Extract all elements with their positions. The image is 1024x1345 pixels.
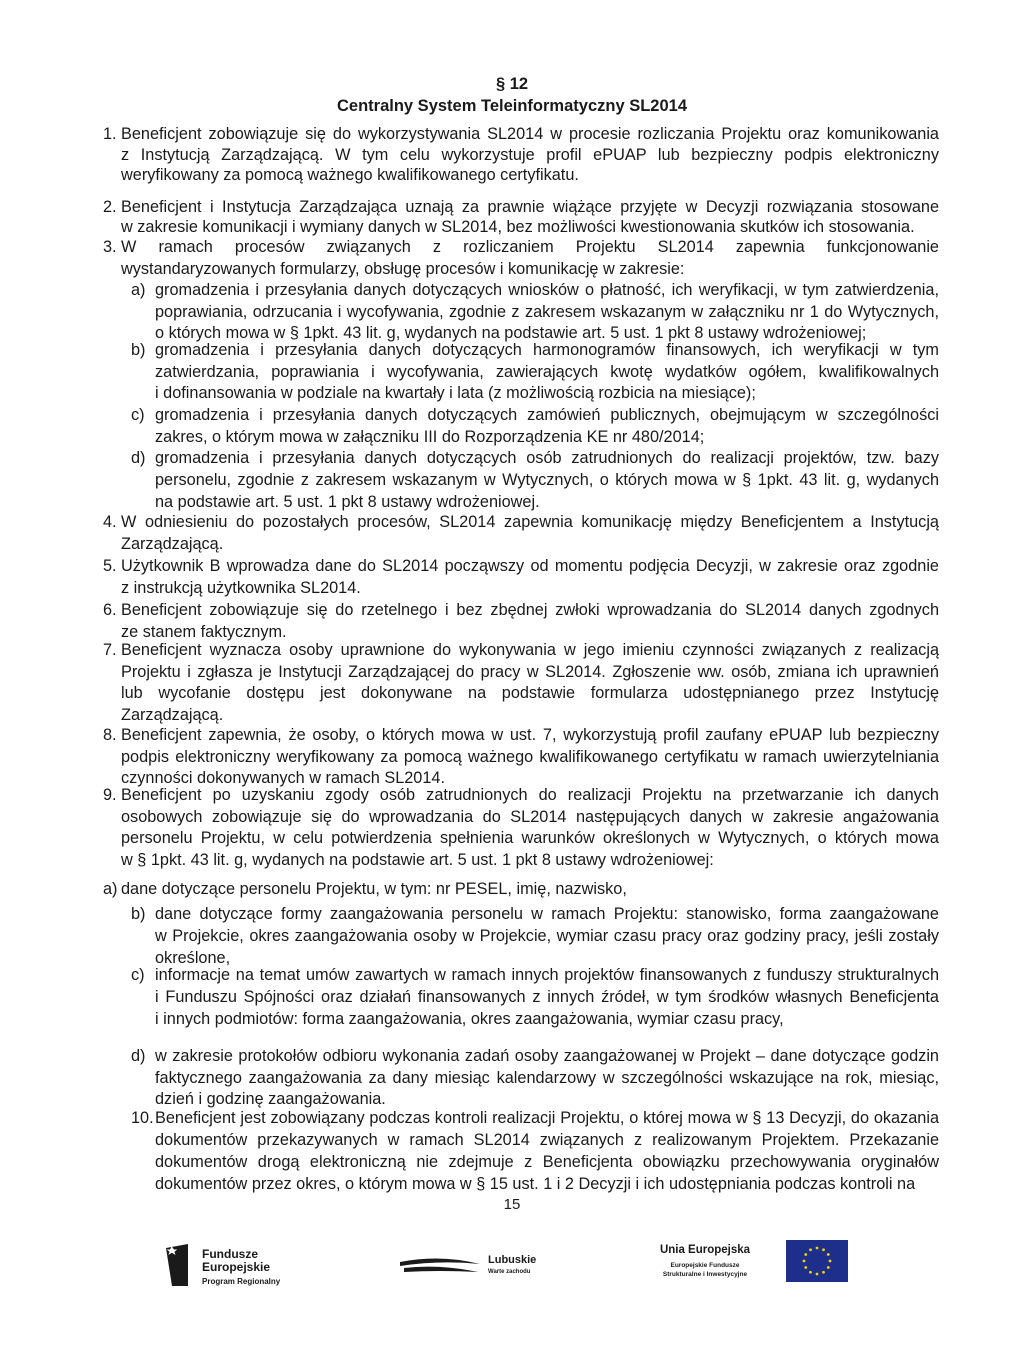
paragraph-line: Beneficjent zobowiązuje się do wykorzystywania SL2014 w procesie rozliczania Projektu oraz komunikowania [121, 125, 939, 143]
paragraph-line: na podstawie art. 5 ust. 1 pkt 8 ustawy wdrożeniowej. [155, 493, 540, 511]
paragraph-line: zakres, o którym mowa w załączniku III do Rozporządzenia KE nr 480/2014; [155, 428, 705, 446]
paragraph-line: w zakresie protokołów odbioru wykonania zadań osoby zaangażowanej w Projekt – dane dotyczące godzin [155, 1047, 939, 1065]
logo3-line3: Strukturalne i Inwestycyjne [662, 1271, 748, 1278]
section-number: § 12 [495, 75, 529, 93]
paragraph-line: podpis elektroniczny weryfikowany za pomocą ważnego kwalifikowanego certyfikatu w ramach uwierzytelniania [121, 747, 939, 766]
paragraph-line: weryfikowany za pomocą ważnego kwalifikowanego certyfikatu. [121, 166, 579, 184]
paragraph-number: b) [131, 905, 146, 923]
paragraph-line: gromadzenia i przesyłania danych dotyczących harmonogramów finansowych, ich weryfikacji w tym [155, 341, 939, 359]
eu-star [822, 1248, 825, 1251]
logo1-line3: Program Regionalny [202, 1277, 281, 1286]
paragraph-line: gromadzenia i przesyłania danych dotyczących zamówień publicznych, obejmującym w szczególności [155, 406, 939, 424]
eu-star [809, 1271, 812, 1274]
paragraph-line: i dofinansowania w podziale na kwartały i lata (z możliwością rozbicia na miesiące); [155, 384, 756, 402]
paragraph-number: c) [131, 406, 145, 424]
eu-star [803, 1260, 806, 1263]
paragraph-line: gromadzenia i przesyłania danych dotyczących osób zatrudnionych do realizacji projektów, tzw. bazy [155, 449, 939, 467]
logo1-line2: Europejskie [202, 1260, 271, 1274]
paragraph-line: z Instytucją Zarządzającą. W tym celu wykorzystuje profil ePUAP lub bezpieczny podpis elektroniczny [121, 145, 939, 164]
paragraph-line: Zarządzającą. [121, 535, 224, 553]
paragraph-number: 6. [103, 601, 117, 619]
paragraph-line: Beneficjent jest zobowiązany podczas kontroli realizacji Projektu, o której mowa w § 13 Decyzji, do okazania [155, 1109, 939, 1127]
paragraph-line: dzień i godzinę zaangażowania. [155, 1090, 386, 1108]
fundusze-europejskie-logo [162, 1242, 322, 1292]
eu-flag-icon [786, 1240, 848, 1282]
eu-star [809, 1248, 812, 1251]
paragraph-line: w Projekcie, okres zaangażowania osoby w Projekcie, wymiar czasu pracy oraz godziny pracy, jeśli zostały [155, 927, 939, 945]
paragraph-number: 7. [103, 641, 117, 659]
paragraph-line: dokumentów drogą elektroniczną nie zdejmuje z Beneficjenta obowiązku przechowywania oryginałów [155, 1153, 939, 1171]
paragraph-line: Zarządzającą. [121, 705, 224, 724]
paragraph-line: zatwierdzania, poprawiania i wycofywania, zawierających kwotę wydatków ogółem, kwalifikowalnych [155, 362, 939, 381]
eu-star [816, 1247, 819, 1250]
paragraph-line: wystandaryzowanych formularzy, obsługę procesów i komunikację w zakresie: [121, 260, 685, 278]
paragraph-number: 10. [131, 1109, 154, 1127]
unia-europejska-logo [640, 1240, 860, 1290]
paragraph-line: gromadzenia i przesyłania danych dotyczących wniosków o płatność, ich weryfikacji, w tym zatwierdzenia, [155, 281, 939, 299]
paragraph-number: a) [131, 281, 146, 299]
paragraph-number: 2. [103, 198, 117, 216]
logo2-line1: Lubuskie [488, 1254, 537, 1266]
paragraph-line: Beneficjent i Instytucja Zarządzająca uznają za prawnie wiążące przyjęte w Decyzji rozwiązania stosowane [121, 198, 939, 216]
paragraph-line: W ramach procesów związanych z rozliczaniem Projektu SL2014 zapewnia funkcjonowanie [121, 238, 939, 256]
paragraph-line: W odniesieniu do pozostałych procesów, SL2014 zapewnia komunikację między Beneficjentem a Instytucją [121, 513, 939, 531]
paragraph-number: d) [131, 1047, 146, 1065]
logo1-line1: Fundusze [202, 1247, 258, 1261]
eu-star [822, 1271, 825, 1274]
flag-icon [162, 1242, 194, 1288]
paragraph-number: 1. [103, 125, 117, 143]
paragraph-number: d) [131, 449, 146, 467]
paragraph-number: 9. [103, 786, 117, 804]
paragraph-line: poprawiania, odrzucania i wycofywania, zgodnie z zakresem wskazanym w załączniku nr 1 do Wytycznych, [155, 302, 939, 321]
paragraph-line: dokumentów przez okres, o którym mowa w § 15 ust. 1 i 2 Decyzji i ich udostępniania podczas kontroli na [155, 1175, 916, 1193]
lubuskie-logo [400, 1246, 580, 1286]
paragraph-line: określone, [155, 949, 231, 967]
paragraph-line: o których mowa w § 1pkt. 43 lit. g, wydanych na podstawie art. 5 ust. 1 pkt 8 ustawy wdrożeniowej; [155, 324, 867, 342]
paragraph-line: Użytkownik B wprowadza dane do SL2014 począwszy od momentu podjęcia Decyzji, w zakresie oraz zgodnie [121, 557, 939, 575]
paragraph-line: dokumentów przekazywanych w ramach SL2014 związanych z realizowanym Projektem. Przekazanie [155, 1131, 939, 1149]
paragraph-line: informacje na temat umów zawartych w ramach innych projektów finansowanych z funduszy strukturalnych [155, 966, 939, 984]
logo3-line2: Europejskie Fundusze [670, 1262, 740, 1269]
paragraph-line: ze stanem faktycznym. [121, 623, 287, 641]
eu-star [827, 1253, 830, 1256]
paragraph-number: c) [131, 966, 145, 984]
eu-star [816, 1273, 819, 1276]
logo3-line1: Unia Europejska [659, 1244, 751, 1256]
paragraph-line: Beneficjent po uzyskaniu zgody osób zatrudnionych do realizacji Projektu na przetwarzanie ich danych [121, 786, 939, 804]
paragraph-line: Beneficjent zapewnia, że osoby, o których mowa w ust. 7, wykorzystują profil zaufany ePUAP lub bezpieczny [121, 726, 939, 744]
paragraph-line: i innych podmiotów: forma zaangażowania, okres zaangażowania, wymiar czasu pracy, [155, 1010, 784, 1028]
paragraph-line: faktycznego zaangażowania za dany miesiąc kalendarzowy w szczególności wskazujące na rok, miesiąc, [155, 1068, 939, 1087]
eu-star [804, 1253, 807, 1256]
paragraph-number: 5. [103, 557, 117, 575]
paragraph-line: Projektu i zgłasza je Instytucji Zarządzającej do pracy w SL2014. Zgłoszenie ww. osób, zmiana ich uprawnień [121, 662, 939, 681]
section-title: Centralny System Teleinformatyczny SL2014 [337, 97, 687, 115]
paragraph-number: a) [103, 880, 118, 898]
swoosh-icon [400, 1250, 480, 1280]
eu-star [827, 1266, 830, 1269]
paragraph-line: i Funduszu Spójności oraz działań finansowanych z innych źródeł, w tym środków własnych Beneficjenta [155, 988, 939, 1006]
paragraph-line: Beneficjent wyznacza osoby uprawnione do wykonywania w jego imieniu czynności związanych z realizacją [121, 641, 939, 659]
paragraph-line: personelu Projektu, w celu potwierdzenia spełnienia warunków określonych w Wytycznych, o których mowa [121, 829, 939, 847]
page-number: 15 [503, 1196, 521, 1213]
paragraph-line: lub wycofanie dostępu jest dokonywane na podstawie formularza udostępnianego przez Instytucję [121, 684, 939, 702]
paragraph-line: Beneficjent zobowiązuje się do rzetelnego i bez zbędnej zwłoki wprowadzania do SL2014 danych zgodnych [121, 601, 939, 619]
paragraph-line: personelu, zgodnie z zakresem wskazanym w Wytycznych, o których mowa w § 1pkt. 43 lit. g, wydanych [155, 471, 939, 489]
paragraph-line: osobowych zobowiązuje się do wprowadzania do SL2014 następujących danych w zakresie angażowania [121, 807, 939, 826]
paragraph-number: 3. [103, 238, 117, 256]
paragraph-line: dane dotyczące personelu Projektu, w tym: nr PESEL, imię, nazwisko, [121, 880, 627, 898]
eu-star [804, 1266, 807, 1269]
paragraph-number: b) [131, 341, 146, 359]
footer-logos [0, 1228, 1024, 1298]
paragraph-line: czynności dokonywanych w ramach SL2014. [121, 769, 445, 787]
logo2-line2: Warte zachodu [488, 1269, 531, 1275]
paragraph-line: z instrukcją użytkownika SL2014. [121, 579, 361, 597]
paragraph-line: dane dotyczące formy zaangażowania personelu w ramach Projektu: stanowisko, forma zaangażowane [155, 905, 939, 923]
paragraph-number: 4. [103, 513, 117, 531]
paragraph-line: w zakresie komunikacji i wymiany danych w SL2014, bez możliwości kwestionowania skutków ich stosowania. [121, 218, 915, 236]
paragraph-line: w § 1pkt. 43 lit. g, wydanych na podstawie art. 5 ust. 1 pkt 8 ustawy wdrożeniowej: [121, 850, 714, 869]
eu-star [829, 1260, 832, 1263]
paragraph-number: 8. [103, 726, 117, 744]
